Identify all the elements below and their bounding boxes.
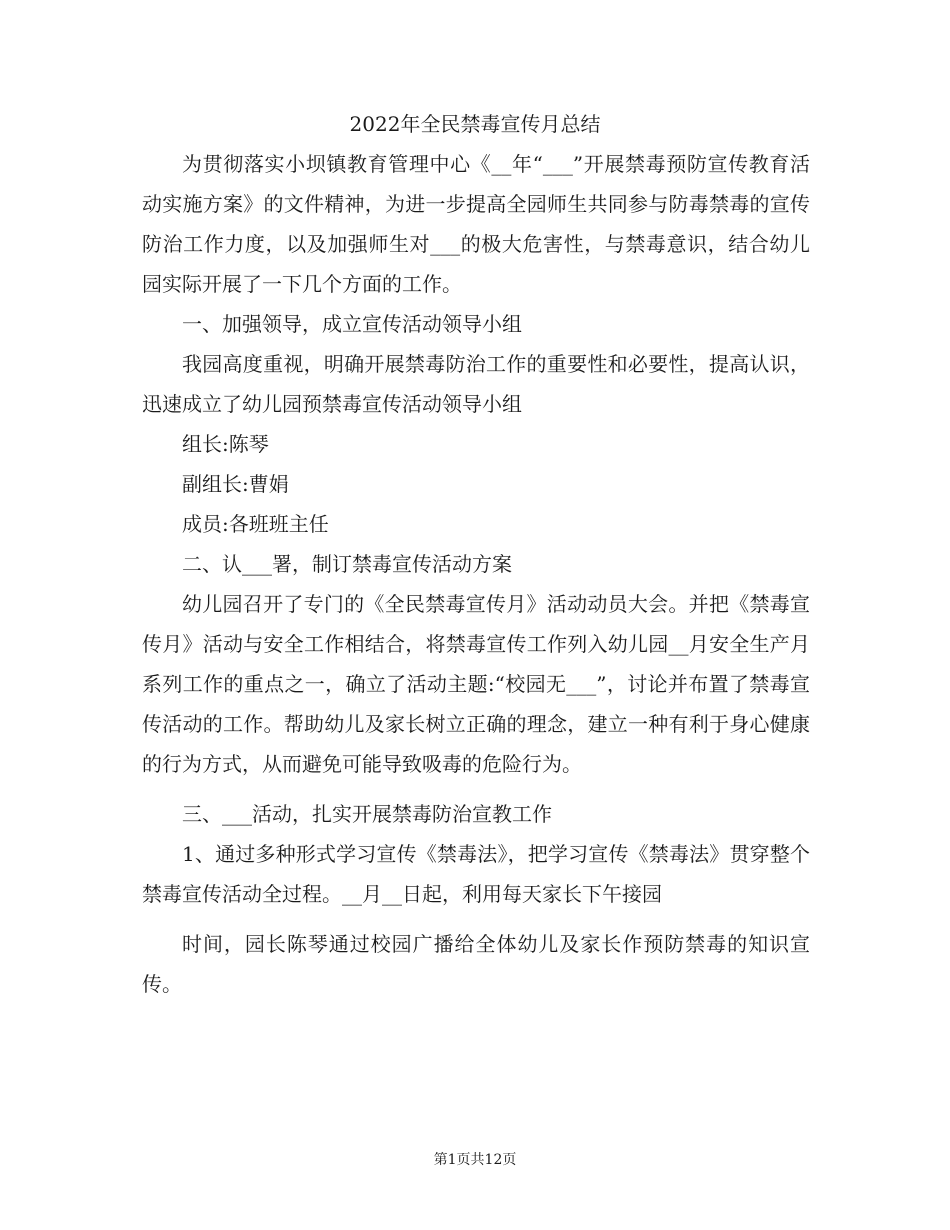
paragraph-section-2: 幼儿园召开了专门的《全民禁毒宣传月》活动动员大会。并把《禁毒宣传月》活动与安全工作相结合，将禁毒宣传工作列入幼儿园__月安全生产月系列工作的重点之一，确立了活动主题:“校园无___”，讨论并布置了禁毒宣传活动的工作。帮助幼儿及家长树立正确的理念，建立一种有利于身心健康的行为方式，从而避免可能导致吸毒的危险行为。: [142, 592, 810, 776]
paragraph-section-3-item-1: 1、通过多种形式学习宣传《禁毒法》，把学习宣传《禁毒法》贯穿整个禁毒宣传活动全过程。__月__日起，利用每天家长下午接园: [142, 842, 810, 906]
leader-line: 组长:陈琴: [182, 432, 269, 456]
heading-section-3: 三、___活动，扎实开展禁毒防治宣教工作: [182, 802, 552, 826]
paragraph-section-1: 我园高度重视，明确开展禁毒防治工作的重要性和必要性，提高认识，迅速成立了幼儿园预禁毒宣传活动领导小组: [142, 352, 810, 416]
document-body: [142, 144, 810, 1004]
document-title: 2022年全民禁毒宣传月总结: [349, 112, 601, 136]
heading-section-2: 二、认___署，制订禁毒宣传活动方案: [182, 552, 512, 576]
page-number: 第1页共12页: [433, 1152, 517, 1168]
members-line: 成员:各班班主任: [182, 512, 329, 536]
paragraph-section-3-continued: 时间，园长陈琴通过校园广播给全体幼儿及家长作预防禁毒的知识宣传。: [142, 932, 810, 996]
heading-section-1: 一、加强领导，成立宣传活动领导小组: [182, 312, 522, 336]
paragraph-intro: 为贯彻落实小坝镇教育管理中心《__年“___”开展禁毒预防宣传教育活动实施方案》的文件精神，为进一步提高全园师生共同参与防毒禁毒的宣传防治工作力度，以及加强师生对___的极大危害性，与禁毒意识，结合幼儿园实际开展了一下几个方面的工作。: [142, 152, 810, 296]
deputy-leader-line: 副组长:曹娟: [182, 472, 289, 496]
